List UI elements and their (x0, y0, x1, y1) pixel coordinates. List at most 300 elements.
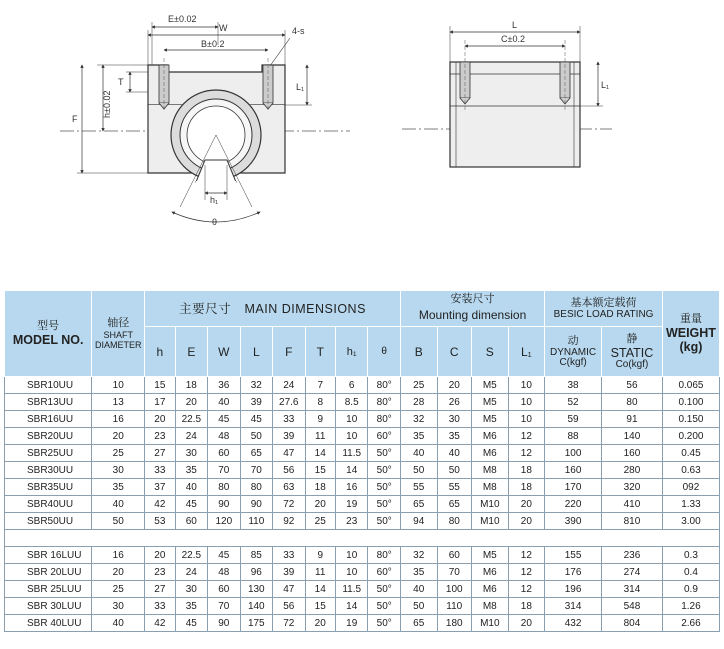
label-e: E±0.02 (168, 14, 197, 24)
header-load-en: BESIC LOAD RATING (553, 309, 654, 320)
value-cell: 20 (305, 615, 335, 632)
value-cell: M10 (472, 513, 509, 530)
value-cell: 70 (208, 598, 240, 615)
value-cell: 10 (335, 428, 367, 445)
value-cell: 176 (545, 564, 602, 581)
value-cell: M5 (472, 411, 509, 428)
value-cell: 39 (273, 564, 305, 581)
value-cell: 14 (335, 598, 367, 615)
value-cell: 0.150 (662, 411, 719, 428)
value-cell: 23 (145, 428, 175, 445)
value-cell: 37 (145, 479, 175, 496)
value-cell: 38 (545, 377, 602, 394)
value-cell: 50° (368, 445, 401, 462)
subheader-static-unit: Co(kgf) (615, 359, 649, 370)
value-cell: 110 (437, 598, 472, 615)
value-cell: 10 (92, 377, 145, 394)
model-cell: SBR 30LUU (5, 598, 92, 615)
value-cell: 160 (602, 445, 663, 462)
value-cell: 25 (305, 513, 335, 530)
label-l1-front: L₁ (296, 82, 305, 92)
value-cell: 390 (545, 513, 602, 530)
value-cell: 11 (305, 564, 335, 581)
value-cell: 18 (305, 479, 335, 496)
header-shaft-en2: DIAMETER (94, 340, 142, 350)
value-cell: 20 (175, 394, 207, 411)
value-cell: 25 (400, 377, 437, 394)
value-cell: 130 (240, 581, 272, 598)
value-cell: 15 (305, 598, 335, 615)
value-cell: 280 (602, 462, 663, 479)
model-cell: SBR 16LUU (5, 547, 92, 564)
value-cell: 88 (545, 428, 602, 445)
value-cell: 35 (175, 462, 207, 479)
subheader-static-en: STATIC (610, 346, 654, 360)
model-cell: SBR50UU (5, 513, 92, 530)
value-cell: 63 (273, 479, 305, 496)
value-cell: 50° (368, 615, 401, 632)
subheader-static (602, 327, 663, 377)
value-cell: M6 (472, 428, 509, 445)
header-load-rating (545, 291, 663, 327)
label-l1-side: L₁ (601, 80, 610, 90)
label-h: h±0.02 (102, 90, 112, 118)
value-cell: 19 (335, 615, 367, 632)
value-cell: 20 (508, 496, 545, 513)
header-mount-en: Mounting dimension (418, 308, 527, 322)
value-cell: 236 (602, 547, 663, 564)
value-cell: 28 (400, 394, 437, 411)
value-cell: 45 (208, 411, 240, 428)
value-cell: 40 (437, 445, 472, 462)
subheader-h1: h₁ (335, 327, 367, 377)
model-cell: SBR40UU (5, 496, 92, 513)
value-cell: 40 (92, 615, 145, 632)
value-cell: 45 (175, 615, 207, 632)
value-cell: 35 (400, 428, 437, 445)
value-cell: 55 (437, 479, 472, 496)
value-cell: 16 (92, 411, 145, 428)
value-cell: 16 (92, 547, 145, 564)
value-cell: 0.3 (662, 547, 719, 564)
subheader-h: h (145, 327, 175, 377)
side-view-drawing (402, 20, 612, 167)
value-cell: 94 (400, 513, 437, 530)
label-l: L (512, 20, 518, 30)
header-mount-cn: 安装尺寸 (450, 293, 495, 305)
value-cell: 20 (508, 513, 545, 530)
header-weight (662, 291, 719, 377)
value-cell: 20 (508, 615, 545, 632)
value-cell: M5 (472, 377, 509, 394)
header-model-cn: 型号 (37, 320, 60, 332)
model-cell: SBR 40LUU (5, 615, 92, 632)
table-row (5, 564, 720, 581)
subheader-t: T (305, 327, 335, 377)
value-cell: 3.00 (662, 513, 719, 530)
value-cell: 42 (145, 496, 175, 513)
value-cell: 80 (437, 513, 472, 530)
value-cell: 10 (508, 377, 545, 394)
value-cell: 20 (437, 377, 472, 394)
value-cell: 17 (145, 394, 175, 411)
value-cell: 40 (92, 496, 145, 513)
value-cell: 180 (437, 615, 472, 632)
value-cell: 50° (368, 479, 401, 496)
value-cell: 22.5 (175, 411, 207, 428)
subheader-s: S (472, 327, 509, 377)
value-cell: 40 (208, 394, 240, 411)
value-cell: 50 (92, 513, 145, 530)
value-cell: M8 (472, 462, 509, 479)
value-cell: 48 (208, 564, 240, 581)
value-cell: 26 (437, 394, 472, 411)
value-cell: 56 (273, 598, 305, 615)
value-cell: 0.065 (662, 377, 719, 394)
value-cell: M10 (472, 496, 509, 513)
value-cell: 0.4 (662, 564, 719, 581)
value-cell: 13 (92, 394, 145, 411)
value-cell: 60° (368, 428, 401, 445)
subheader-l: L (240, 327, 272, 377)
subheader-e: E (175, 327, 207, 377)
value-cell: 11 (305, 428, 335, 445)
model-cell: SBR20UU (5, 428, 92, 445)
subheader-dynamic-en: DYNAMIC (550, 347, 597, 358)
model-cell: SBR30UU (5, 462, 92, 479)
header-mounting (400, 291, 544, 327)
value-cell: 432 (545, 615, 602, 632)
value-cell: 80 (240, 479, 272, 496)
value-cell: 80° (368, 547, 401, 564)
value-cell: 120 (208, 513, 240, 530)
value-cell: 20 (92, 428, 145, 445)
table-row (5, 411, 720, 428)
value-cell: 33 (273, 411, 305, 428)
value-cell: 90 (240, 496, 272, 513)
value-cell: 20 (145, 547, 175, 564)
value-cell: 50 (240, 428, 272, 445)
value-cell: 50 (400, 462, 437, 479)
value-cell: 60 (175, 513, 207, 530)
value-cell: M6 (472, 564, 509, 581)
value-cell: 33 (145, 598, 175, 615)
model-cell: SBR13UU (5, 394, 92, 411)
value-cell: 20 (92, 564, 145, 581)
value-cell: 804 (602, 615, 663, 632)
value-cell: 48 (208, 428, 240, 445)
value-cell: 170 (545, 479, 602, 496)
value-cell: 90 (208, 496, 240, 513)
value-cell: 32 (240, 377, 272, 394)
value-cell: 72 (273, 615, 305, 632)
model-cell: SBR35UU (5, 479, 92, 496)
value-cell: 50 (400, 598, 437, 615)
value-cell: M6 (472, 445, 509, 462)
subheader-w: W (208, 327, 240, 377)
header-weight-unit: (kg) (679, 340, 703, 354)
value-cell: 7 (305, 377, 335, 394)
value-cell: 2.66 (662, 615, 719, 632)
table-row (5, 496, 720, 513)
value-cell: M10 (472, 615, 509, 632)
subheader-static-cn: 静 (626, 333, 638, 345)
technical-drawings (0, 0, 724, 280)
spec-table (4, 290, 720, 632)
value-cell: 55 (400, 479, 437, 496)
value-cell: 24 (175, 564, 207, 581)
subheader-dynamic-cn: 动 (567, 335, 579, 347)
subheader-dynamic-unit: C(kgf) (559, 357, 587, 368)
value-cell: 092 (662, 479, 719, 496)
value-cell: 42 (145, 615, 175, 632)
value-cell: 12 (508, 564, 545, 581)
table-row (5, 479, 720, 496)
subheader-l1: L₁ (508, 327, 545, 377)
value-cell: 160 (545, 462, 602, 479)
value-cell: 60 (208, 445, 240, 462)
value-cell: 320 (602, 479, 663, 496)
value-cell: 314 (545, 598, 602, 615)
label-b: B±0.2 (201, 39, 225, 49)
value-cell: 19 (335, 496, 367, 513)
value-cell: 9 (305, 411, 335, 428)
table-row (5, 513, 720, 530)
value-cell: 27 (145, 445, 175, 462)
value-cell: 33 (145, 462, 175, 479)
group-separator-row (5, 530, 720, 547)
label-c: C±0.2 (501, 34, 525, 44)
value-cell: 92 (273, 513, 305, 530)
value-cell: 10 (508, 411, 545, 428)
subheader-dynamic (545, 327, 602, 377)
value-cell: 30 (175, 581, 207, 598)
value-cell: 40 (175, 479, 207, 496)
value-cell: M8 (472, 479, 509, 496)
model-cell: SBR 20LUU (5, 564, 92, 581)
value-cell: 80 (208, 479, 240, 496)
value-cell: 47 (273, 581, 305, 598)
value-cell: 0.63 (662, 462, 719, 479)
value-cell: 140 (240, 598, 272, 615)
label-f: F (72, 114, 78, 124)
value-cell: 40 (400, 581, 437, 598)
model-cell: SBR 25LUU (5, 581, 92, 598)
front-view-drawing (60, 14, 350, 227)
value-cell: 15 (145, 377, 175, 394)
value-cell: 8.5 (335, 394, 367, 411)
value-cell: 35 (400, 564, 437, 581)
table-row (5, 462, 720, 479)
value-cell: 16 (335, 479, 367, 496)
value-cell: 220 (545, 496, 602, 513)
table-row (5, 394, 720, 411)
header-main-en: MAIN DIMENSIONS (244, 302, 366, 316)
value-cell: 6 (335, 377, 367, 394)
value-cell: 91 (602, 411, 663, 428)
value-cell: 45 (240, 411, 272, 428)
value-cell: 274 (602, 564, 663, 581)
value-cell: 155 (545, 547, 602, 564)
value-cell: 80° (368, 394, 401, 411)
value-cell: 85 (240, 547, 272, 564)
value-cell: 23 (335, 513, 367, 530)
value-cell: M5 (472, 394, 509, 411)
value-cell: 50° (368, 598, 401, 615)
table-row (5, 445, 720, 462)
value-cell: 96 (240, 564, 272, 581)
subheader-c: C (437, 327, 472, 377)
subheader-f: F (273, 327, 305, 377)
header-main-dimensions (145, 291, 401, 327)
value-cell: 50° (368, 581, 401, 598)
value-cell: 65 (400, 615, 437, 632)
value-cell: 810 (602, 513, 663, 530)
value-cell: 27.6 (273, 394, 305, 411)
value-cell: 35 (437, 428, 472, 445)
value-cell: 33 (273, 547, 305, 564)
value-cell: 56 (273, 462, 305, 479)
value-cell: 25 (92, 581, 145, 598)
value-cell: 24 (273, 377, 305, 394)
header-shaft-cn: 轴径 (107, 317, 130, 329)
value-cell: 18 (508, 598, 545, 615)
value-cell: 14 (305, 581, 335, 598)
value-cell: 35 (175, 598, 207, 615)
value-cell: 23 (145, 564, 175, 581)
value-cell: 22.5 (175, 547, 207, 564)
label-theta: θ (212, 217, 218, 227)
value-cell: 196 (545, 581, 602, 598)
value-cell: M6 (472, 581, 509, 598)
value-cell: 11.5 (335, 445, 367, 462)
value-cell: 30 (437, 411, 472, 428)
value-cell: 24 (175, 428, 207, 445)
model-cell: SBR25UU (5, 445, 92, 462)
value-cell: 65 (400, 496, 437, 513)
value-cell: 80 (602, 394, 663, 411)
value-cell: 12 (508, 445, 545, 462)
value-cell: 80° (368, 411, 401, 428)
value-cell: 20 (305, 496, 335, 513)
header-shaft (92, 291, 145, 377)
header-model-en: MODEL NO. (12, 333, 84, 347)
value-cell: 18 (508, 462, 545, 479)
value-cell: 14 (305, 445, 335, 462)
value-cell: 45 (175, 496, 207, 513)
value-cell: M5 (472, 547, 509, 564)
value-cell: 39 (273, 428, 305, 445)
table-row (5, 598, 720, 615)
label-4s: 4-s (292, 26, 305, 36)
value-cell: 52 (545, 394, 602, 411)
value-cell: 175 (240, 615, 272, 632)
value-cell: 56 (602, 377, 663, 394)
value-cell: 53 (145, 513, 175, 530)
value-cell: 110 (240, 513, 272, 530)
value-cell: 35 (92, 479, 145, 496)
header-main-cn: 主要尺寸 (179, 302, 232, 316)
value-cell: 548 (602, 598, 663, 615)
value-cell: 410 (602, 496, 663, 513)
group-separator (5, 530, 720, 547)
value-cell: 20 (145, 411, 175, 428)
value-cell: 100 (437, 581, 472, 598)
table-body (5, 377, 720, 632)
value-cell: 30 (175, 445, 207, 462)
value-cell: 30 (92, 598, 145, 615)
table-row (5, 547, 720, 564)
value-cell: 14 (335, 462, 367, 479)
table-row (5, 377, 720, 394)
table-header (5, 291, 720, 377)
value-cell: 30 (92, 462, 145, 479)
value-cell: 70 (437, 564, 472, 581)
value-cell: 10 (335, 564, 367, 581)
value-cell: 0.45 (662, 445, 719, 462)
value-cell: 10 (335, 411, 367, 428)
value-cell: 12 (508, 547, 545, 564)
value-cell: 12 (508, 428, 545, 445)
value-cell: 50° (368, 462, 401, 479)
value-cell: 25 (92, 445, 145, 462)
value-cell: 9 (305, 547, 335, 564)
value-cell: 32 (400, 547, 437, 564)
label-h1: h₁ (210, 195, 219, 205)
value-cell: 140 (602, 428, 663, 445)
value-cell: 1.33 (662, 496, 719, 513)
value-cell: 32 (400, 411, 437, 428)
value-cell: 65 (437, 496, 472, 513)
value-cell: 10 (508, 394, 545, 411)
header-model (5, 291, 92, 377)
value-cell: 80° (368, 377, 401, 394)
value-cell: 70 (208, 462, 240, 479)
value-cell: 15 (305, 462, 335, 479)
header-shaft-en1: SHAFT (103, 330, 133, 340)
value-cell: 50° (368, 496, 401, 513)
value-cell: 45 (208, 547, 240, 564)
value-cell: 18 (508, 479, 545, 496)
value-cell: 1.26 (662, 598, 719, 615)
value-cell: 65 (240, 445, 272, 462)
header-weight-en: WEIGHT (665, 326, 716, 340)
value-cell: 50° (368, 513, 401, 530)
value-cell: 10 (335, 547, 367, 564)
value-cell: 50 (437, 462, 472, 479)
value-cell: 40 (400, 445, 437, 462)
value-cell: 12 (508, 581, 545, 598)
header-weight-cn: 重量 (679, 313, 702, 325)
value-cell: 27 (145, 581, 175, 598)
label-w: W (219, 23, 228, 33)
label-t: T (118, 77, 124, 87)
header-load-cn: 基本额定载荷 (570, 297, 637, 309)
table-row (5, 581, 720, 598)
value-cell: 47 (273, 445, 305, 462)
value-cell: 314 (602, 581, 663, 598)
value-cell: 100 (545, 445, 602, 462)
value-cell: 72 (273, 496, 305, 513)
value-cell: 0.200 (662, 428, 719, 445)
model-cell: SBR16UU (5, 411, 92, 428)
value-cell: 59 (545, 411, 602, 428)
value-cell: 90 (208, 615, 240, 632)
value-cell: 18 (175, 377, 207, 394)
subheader-theta: θ (368, 327, 401, 377)
value-cell: 11.5 (335, 581, 367, 598)
value-cell: 8 (305, 394, 335, 411)
